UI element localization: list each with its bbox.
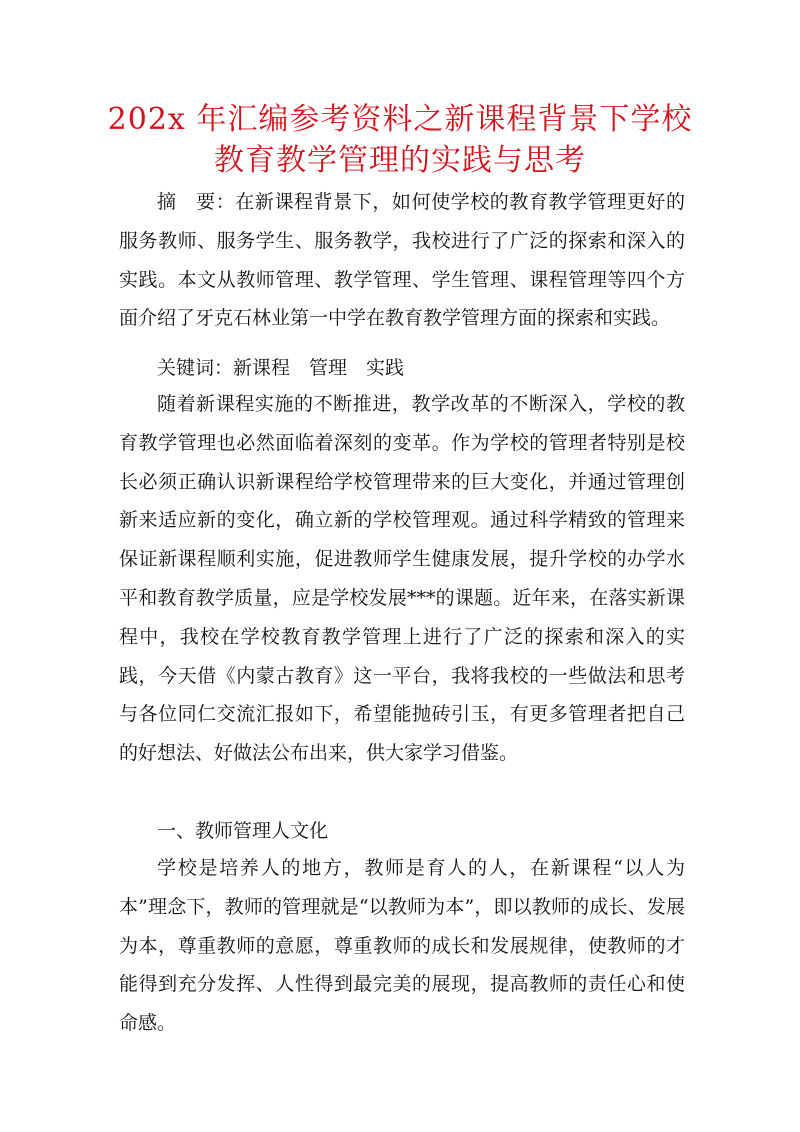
abstract-paragraph: 摘 要：在新课程背景下，如何使学校的教育教学管理更好的服务教师、服务学生、服务教学，我校进行了广泛的探索和深入的实践。本文从教师管理、教学管理、学生管理、课程管理等四个方面介绍了牙克石林业第一中学在教育教学管理方面的探索和实践。 <box>119 191 685 330</box>
document-title-line-2: 教育教学管理的实践与思考 <box>214 143 586 178</box>
section-paragraph: 学校是培养人的地方，教师是育人的人，在新课程“以人为本”理念下，教师的管理就是“以教师为本”，即以教师的成长、发展为本，尊重教师的意愿，尊重教师的成长和发展规律，使教师的才能得到充分发挥、人性得到最完美的展现，提高教师的责任心和使命感。 <box>119 857 685 1035</box>
keywords-line: 关键词：新课程 管理 实践 <box>157 357 405 379</box>
section-heading: 一、教师管理人文化 <box>157 820 329 842</box>
intro-paragraph: 随着新课程实施的不断推进，教学改革的不断深入，学校的教育教学管理也必然面临着深刻的变革。作为学校的管理者特别是校长必须正确认识新课程给学校管理带来的巨大变化，并通过管理创新来适应新的变化，确立新的学校管理观。通过科学精致的管理来保证新课程顺利实施，促进教师学生健康发展，提升学校的办学水平和教育教学质量，应是学校发展***的课题。近年来，在落实新课程中，我校在学校教育教学管理上进行了广泛的探索和深入的实践，今天借《内蒙古教育》这一平台，我将我校的一些做法和思考与各位同仁交流汇报如下，希望能抛砖引玉，有更多管理者把自己的好想法、好做法公布出来，供大家学习借鉴。 <box>119 393 685 765</box>
document-title-line-1: 202x 年汇编参考资料之新课程背景下学校 <box>107 102 693 137</box>
